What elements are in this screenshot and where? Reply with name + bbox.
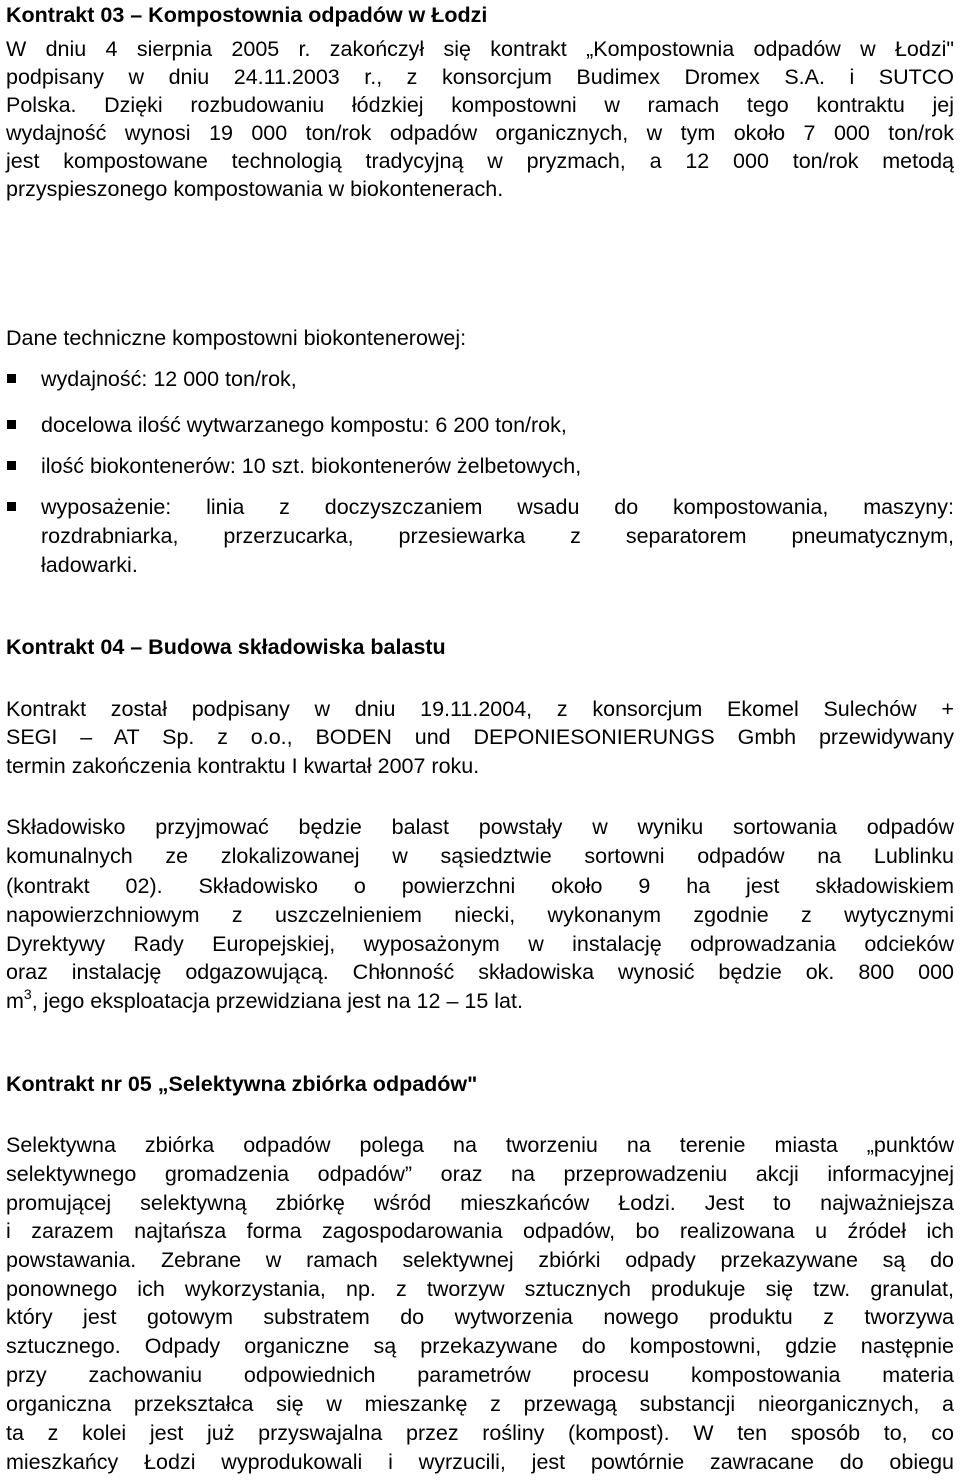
paragraph-line: wydajność wynosi 19 000 ton/rok odpadów organicznych, w tym około 7 000 ton/rok (6, 121, 954, 145)
paragraph-line: (kontrakt 02). Składowisko o powierzchni około 9 ha jest składowiskiem (6, 874, 954, 898)
paragraph-line: Selektywna zbiórka odpadów polega na tworzeniu na terenie miasta „punktów (6, 1133, 954, 1157)
paragraph-line: selektywnego gromadzenia odpadów” oraz na przeprowadzeniu akcji informacyjnej (6, 1162, 954, 1186)
paragraph-line: powstawania. Zebrane w ramach selektywnej zbiórki odpady przekazywane są do (6, 1248, 954, 1272)
paragraph-line: komunalnych ze zlokalizowanej w sąsiedztwie sortowni odpadów na Lublinku (6, 844, 954, 868)
paragraph-line: mieszkańcy Łodzi wyprodukowali i wyrzucili, jest powtórnie zawracane do obiegu (6, 1450, 954, 1474)
bullet-item: docelowa ilość wytwarzanego kompostu: 6 200 ton/rok, (41, 413, 567, 437)
paragraph-line: termin zakończenia kontraktu I kwartał 2007 roku. (6, 754, 480, 778)
unit-superscript: 3 (23, 986, 32, 1002)
paragraph-line: przyspieszonego kompostowania w biokontenerach. (6, 177, 504, 201)
paragraph-line: napowierzchniowym z uszczelnieniem niecki, wykonanym zgodnie z wytycznymi (6, 903, 954, 927)
paragraph-line: jest kompostowane technologią tradycyjną w pryzmach, a 12 000 ton/rok metodą (6, 149, 954, 173)
paragraph-line: Kontrakt został podpisany w dniu 19.11.2004, z konsorcjum Ekomel Sulechów + (6, 697, 954, 721)
unit-text: m (6, 989, 24, 1013)
section-heading: Kontrakt 04 – Budowa składowiska balastu (6, 635, 446, 659)
bullet-item: wyposażenie: linia z doczyszczaniem wsadu do kompostowania, maszyny: (41, 495, 954, 519)
paragraph-line: oraz instalację odgazowującą. Chłonność składowiska wynosić będzie ok. 800 000 (6, 960, 954, 984)
section-heading: Kontrakt nr 05 „Selektywna zbiórka odpadów" (6, 1072, 478, 1096)
bullet-item-continuation: rozdrabniarka, przerzucarka, przesiewarka z separatorem pneumatycznym, (41, 524, 954, 548)
paragraph-line: sztucznego. Odpady organiczne są przekazywane do kompostowni, gdzie następnie (6, 1334, 954, 1358)
paragraph-line-volume (6, 986, 954, 1016)
paragraph-line-tail: , jego eksploatacja przewidziana jest na 12 – 15 lat. (31, 989, 523, 1013)
paragraph-line: ta z kolei jest już przyswajalna przez rośliny (kompost). W ten sposób to, co (6, 1421, 954, 1445)
bullet-item: wydajność: 12 000 ton/rok, (41, 367, 297, 391)
paragraph-line: promującej selektywną zbiórkę wśród mieszkańców Łodzi. Jest to najważniejsza (6, 1191, 954, 1215)
bullet-marker-icon (7, 461, 16, 470)
paragraph-line: i zarazem najtańsza forma zagospodarowania odpadów, bo realizowana u źródeł ich (6, 1219, 954, 1243)
bullet-marker-icon (7, 420, 16, 429)
paragraph-line: podpisany w dniu 24.11.2003 r., z konsorcjum Budimex Dromex S.A. i SUTCO (6, 65, 954, 89)
paragraph-line: organiczna przekształca się w mieszankę z przewagą substancji nieorganicznych, a (6, 1392, 954, 1416)
bullet-marker-icon (7, 374, 16, 383)
paragraph-line: który jest gotowym substratem do wytworzenia nowego produktu z tworzywa (6, 1305, 954, 1329)
bullet-item-continuation: ładowarki. (41, 553, 138, 577)
paragraph-line: Składowisko przyjmować będzie balast powstały w wyniku sortowania odpadów (6, 815, 954, 839)
paragraph-line: Dyrektywy Rady Europejskiej, wyposażonym w instalację odprowadzania odcieków (6, 932, 954, 956)
paragraph-line: ponownego ich wykorzystania, np. z tworzyw sztucznych produkuje się tzw. granulat, (6, 1277, 954, 1301)
tech-intro: Dane techniczne kompostowni biokontenerowej: (6, 326, 467, 350)
bullet-item: ilość biokontenerów: 10 szt. biokontenerów żelbetowych, (41, 454, 582, 478)
paragraph-line: przy zachowaniu odpowiednich parametrów procesu kompostowania materia (6, 1363, 954, 1387)
paragraph-line: Polska. Dzięki rozbudowaniu łódzkiej kompostowni w ramach tego kontraktu jej (6, 93, 954, 117)
paragraph-line: SEGI – AT Sp. z o.o., BODEN und DEPONIESONIERUNGS Gmbh przewidywany (6, 725, 954, 749)
section-heading: Kontrakt 03 – Kompostownia odpadów w Łodzi (6, 3, 488, 27)
bullet-marker-icon (7, 502, 16, 511)
paragraph-line: W dniu 4 sierpnia 2005 r. zakończył się kontrakt „Kompostownia odpadów w Łodzi" (6, 37, 954, 61)
